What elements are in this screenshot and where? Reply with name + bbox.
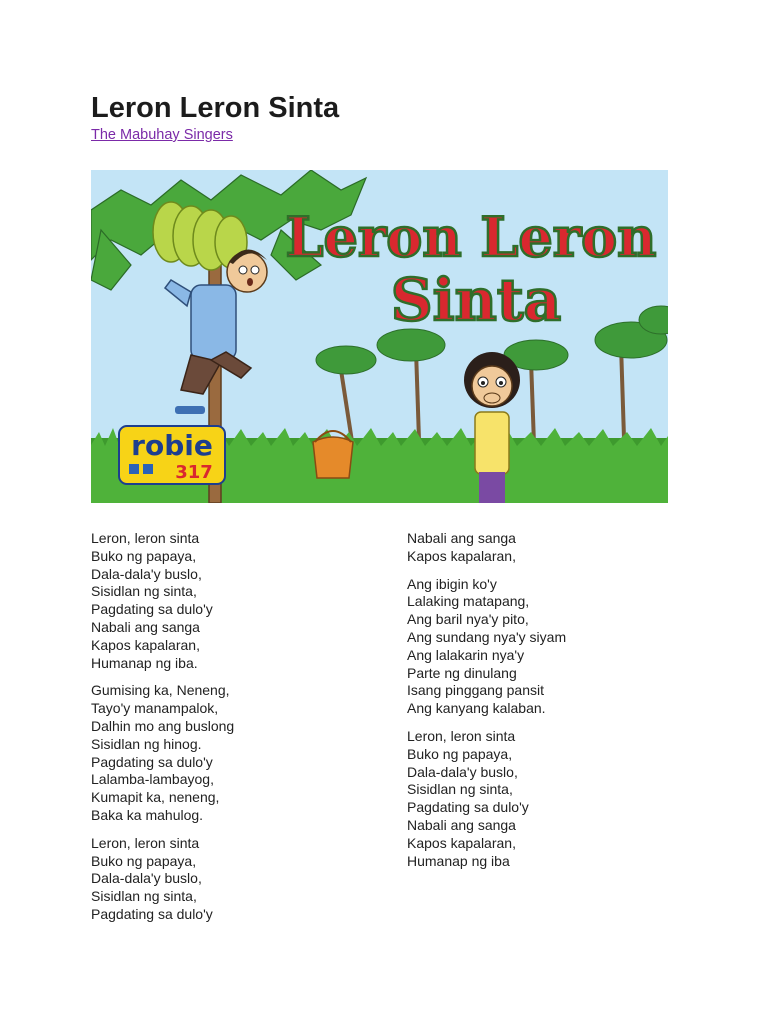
lyrics-column-right bbox=[407, 530, 697, 880]
lyric-line: Leron, leron sinta bbox=[91, 530, 200, 546]
lyric-line: Parte ng dinulang bbox=[407, 664, 517, 681]
lyric-line: Tayo'y manampalok, bbox=[91, 700, 219, 717]
lyric-line: Pagdating sa dulo'y bbox=[407, 799, 529, 816]
basket bbox=[313, 431, 353, 478]
lyric-line: Nabali ang sanga bbox=[407, 816, 516, 833]
lyric-line: Buko ng papaya, bbox=[91, 547, 197, 564]
lyric-line: Ang ibigin ko'y bbox=[407, 575, 497, 592]
lyric-line: Humanap ng iba. bbox=[91, 654, 198, 671]
lyric-line: Pagdating sa dulo'y bbox=[91, 905, 213, 922]
lyric-line: Kapos kapalaran, bbox=[407, 834, 516, 851]
lyric-line: Lalamba-lambayog, bbox=[91, 771, 214, 788]
page-title: Leron Leron Sinta bbox=[91, 92, 340, 124]
lyric-line: Kumapit ka, neneng, bbox=[91, 789, 220, 806]
lyrics-stanza bbox=[407, 576, 697, 718]
lyric-line: Ang baril nya'y pito, bbox=[407, 611, 529, 628]
lyric-line: Ang kanyang kalaban. bbox=[407, 700, 546, 717]
cover-title-line1: Leron Leron bbox=[285, 205, 657, 269]
lyric-line: Pagdating sa dulo'y bbox=[91, 601, 213, 618]
lyric-line: Sisidlan ng sinta, bbox=[91, 888, 197, 905]
lyric-line: Pagdating sa dulo'y bbox=[91, 753, 213, 770]
lyric-line: Dala-dala'y buslo, bbox=[407, 763, 518, 780]
lyric-line: Sisidlan ng sinta, bbox=[91, 583, 197, 600]
lyric-line: Dalhin mo ang buslong bbox=[91, 717, 235, 734]
lyric-line: Kapos kapalaran, bbox=[407, 547, 516, 564]
lyric-line: Sisidlan ng sinta, bbox=[407, 781, 513, 798]
artist-link[interactable]: The Mabuhay Singers bbox=[91, 127, 233, 143]
lyrics-column-left bbox=[91, 530, 381, 934]
lyric-line: Gumising ka, Neneng, bbox=[91, 682, 230, 699]
lyric-line: Dala-dala'y buslo, bbox=[91, 870, 202, 887]
lyric-line: Dala-dala'y buslo, bbox=[91, 565, 202, 582]
lyric-line: Ang sundang nya'y siyam bbox=[407, 628, 567, 645]
logo-bottom-text: 317 bbox=[175, 462, 213, 483]
lyric-line: Sisidlan ng hinog. bbox=[91, 735, 202, 752]
lyrics-stanza bbox=[91, 682, 381, 824]
lyric-line: Nabali ang sanga bbox=[407, 530, 516, 546]
lyrics-stanza bbox=[407, 728, 697, 870]
lyric-line: Nabali ang sanga bbox=[91, 618, 200, 635]
cover-title-line2: Sinta bbox=[390, 266, 562, 334]
lyric-line: Buko ng papaya, bbox=[91, 852, 197, 869]
lyric-line: Ang lalakarin nya'y bbox=[407, 646, 525, 663]
lyric-line: Isang pinggang pansit bbox=[407, 682, 544, 699]
cover-image bbox=[91, 170, 668, 503]
lyric-line: Baka ka mahulog. bbox=[91, 806, 204, 823]
lyric-line: Kapos kapalaran, bbox=[91, 636, 200, 653]
lyric-line: Leron, leron sinta bbox=[91, 834, 200, 851]
lyric-line: Lalaking matapang, bbox=[407, 593, 530, 610]
lyric-line: Leron, leron sinta bbox=[407, 727, 516, 744]
lyric-line: Humanap ng iba bbox=[407, 852, 510, 869]
lyrics-stanza bbox=[407, 530, 697, 566]
lyrics-stanza bbox=[91, 530, 381, 672]
lyric-line: Buko ng papaya, bbox=[407, 745, 513, 762]
lyrics-stanza bbox=[91, 835, 381, 924]
logo-top-text: robie bbox=[131, 429, 213, 462]
robie-logo bbox=[119, 426, 225, 484]
